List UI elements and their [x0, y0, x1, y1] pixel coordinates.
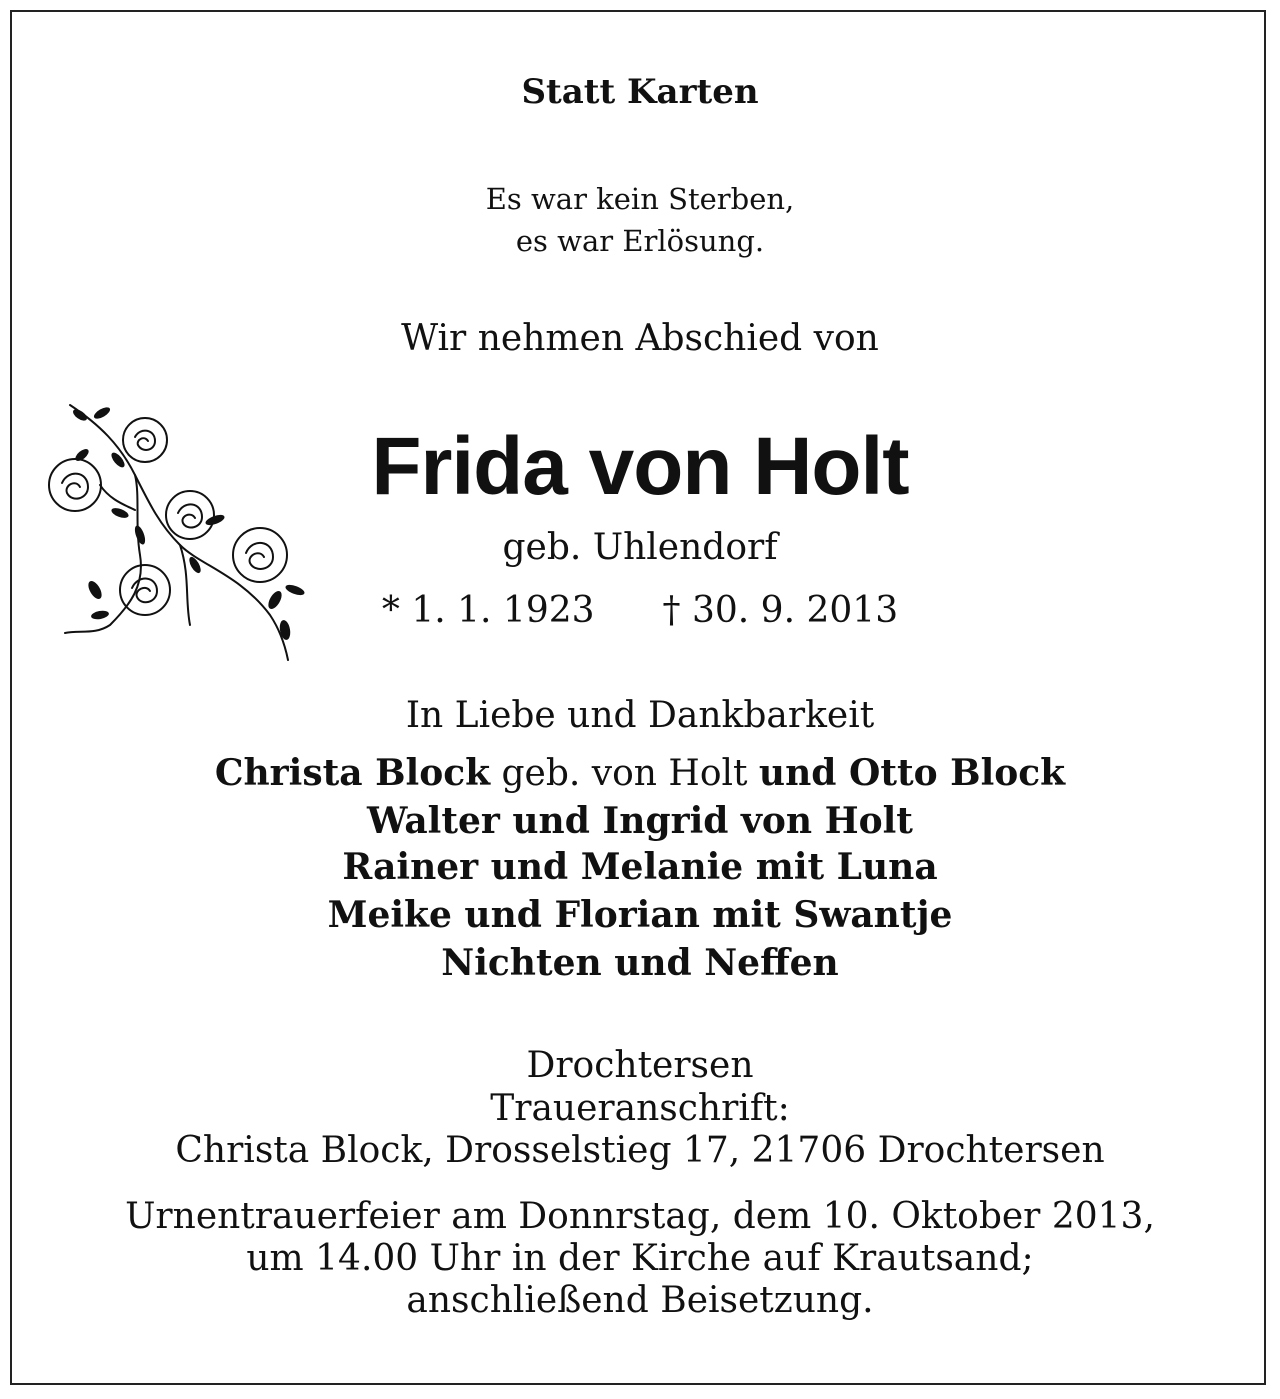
family-name-otto: und Otto Block	[758, 752, 1066, 794]
service-line-1: Urnentrauerfeier am Donnrstag, dem 10. Oktober 2013,	[125, 1196, 1155, 1237]
verse-line-1: Es war kein Sterben,	[485, 182, 795, 216]
intro-text: Wir nehmen Abschied von	[401, 318, 879, 359]
maiden-name: geb. Uhlendorf	[502, 527, 778, 568]
birth-date: * 1. 1. 1923	[381, 590, 595, 631]
family-line-3: Rainer und Melanie mit Luna	[342, 846, 938, 888]
verse-line-2: es war Erlösung.	[515, 224, 765, 258]
family-line-5: Nichten und Neffen	[441, 942, 839, 984]
address: Christa Block, Drosselstieg 17, 21706 Drochtersen	[175, 1130, 1105, 1171]
family-line-4: Meike und Florian mit Swantje	[327, 894, 953, 936]
life-dates	[0, 590, 1280, 631]
service-line-2: um 14.00 Uhr in der Kirche auf Krautsand;	[246, 1238, 1034, 1279]
family-line-1	[0, 752, 1280, 794]
address-label: Traueranschrift:	[490, 1088, 790, 1129]
closing-phrase: In Liebe und Dankbarkeit	[405, 695, 875, 736]
deceased-name: Frida von Holt	[371, 421, 909, 512]
place: Drochtersen	[526, 1045, 754, 1086]
death-date: † 30. 9. 2013	[662, 590, 899, 631]
family-maiden-note: geb. von Holt	[490, 753, 759, 794]
headline: Statt Karten	[521, 72, 759, 112]
family-line-2: Walter und Ingrid von Holt	[367, 800, 913, 842]
family-name-christa: Christa Block	[214, 752, 491, 794]
service-line-3: anschließend Beisetzung.	[406, 1280, 874, 1321]
